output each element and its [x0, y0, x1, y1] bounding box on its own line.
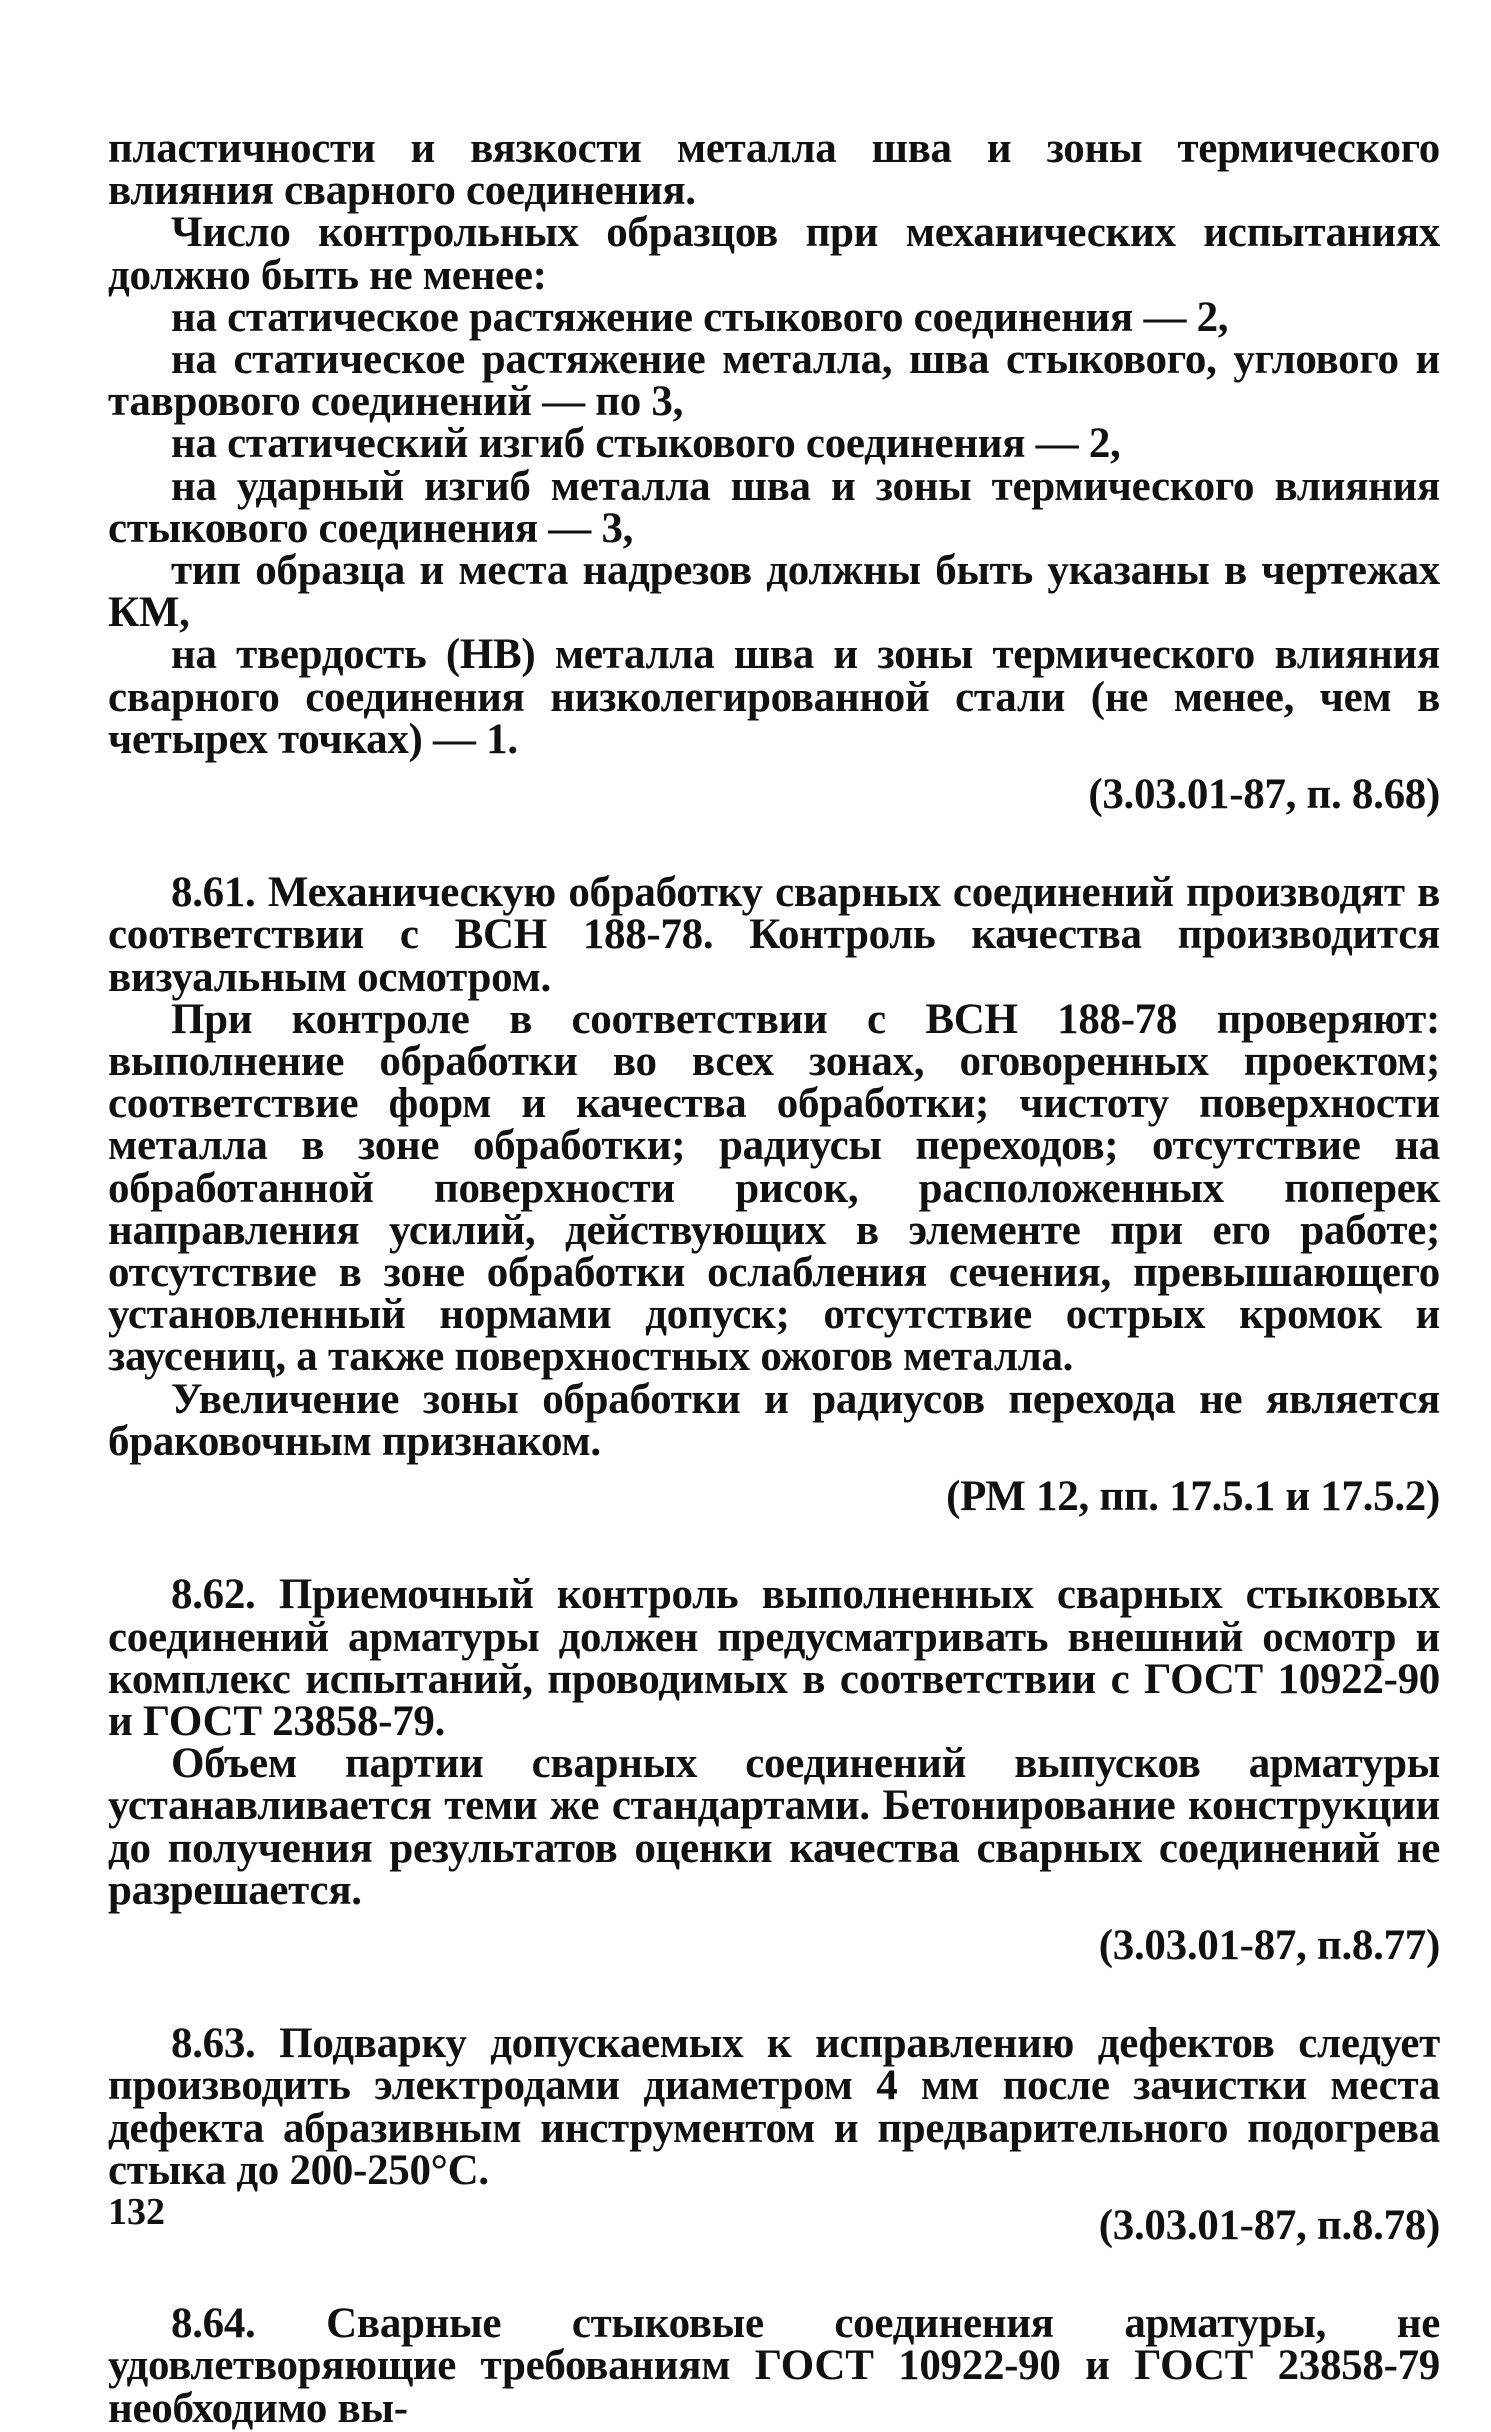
section-gap [108, 1518, 1440, 1574]
section-gap [108, 816, 1440, 872]
paragraph: тип образца и места надрезов должны быть указаны в чертежах КМ, [108, 547, 1440, 637]
reference-citation: (РМ 12, пп. 17.5.1 и 17.5.2) [946, 1473, 1440, 1521]
paragraph: 8.64. Сварные стыковые соединения арматуры, не удовлетворяющие требованиям ГОСТ 10922-90 и ГОСТ 23858-79 необходимо вы- [108, 2300, 1440, 2432]
reference-citation: (3.03.01-87, п.8.78) [1098, 2201, 1440, 2249]
paragraph: Увеличение зоны обработки и радиусов перехода не является браковочным признаком. [108, 1375, 1440, 1465]
section-gap [108, 1967, 1440, 2023]
paragraph: 8.63. Подварку допускаемых к исправлению дефектов следует производить электродами диаметром 4 мм после зачистки места дефекта абразивным инструментом и предварительного подогрева стыка до 200-250°С. [108, 2020, 1440, 2194]
paragraph: пластичности и вязкости металла шва и зоны термического влияния сварного соединения. [108, 125, 1440, 215]
paragraph: 8.61. Механическую обработку сварных соединений производят в соответствии с ВСН 188-78. Контроль качества производится визуальным осмотром. [108, 869, 1440, 1001]
reference-citation: (3.03.01-87, п. 8.68) [1088, 771, 1440, 819]
paragraph: Число контрольных образцов при механических испытаниях должно быть не менее: [108, 209, 1440, 299]
page-number: 132 [108, 2191, 165, 2233]
paragraph: на статическое растяжение металла, шва стыкового, углового и таврового соединений — по 3, [108, 336, 1440, 426]
paragraph: Объем партии сварных соединений выпусков арматуры устанавливается теми же стандартами. Бетонирование конструкции до получения результатов оценки качества сварных соединений не разрешается. [108, 1740, 1440, 1914]
paragraph: на статический изгиб стыкового соединения — 2, [171, 420, 1121, 468]
paragraph: на статическое растяжение стыкового соединения — 2, [171, 293, 1229, 341]
section-gap [108, 2247, 1440, 2303]
paragraph: При контроле в соответствии с ВСН 188-78 проверяют: выполнение обработки во всех зонах, оговоренных проектом; соответствие форм и качества обработки; чистоту поверхности металла в зоне обработки; радиусы переходов; отсутствие на обработанной поверхности рисок, расположенных поперек направления усилий, действующих в элементе при его работе; отсутствие в зоне обработки ослабления сечения, превышающего установленный нормами допуск; отсутствие острых кромок и заусениц, а также поверхностных ожогов металла. [108, 995, 1440, 1381]
paragraph: на твердость (НВ) металла шва и зоны термического влияния сварного соединения низколегированной стали (не менее, чем в четырех точках) — 1. [108, 631, 1440, 763]
paragraph: на ударный изгиб металла шва и зоны термического влияния стыкового соединения — 3, [108, 462, 1440, 552]
document-page [108, 125, 1440, 2432]
reference-citation: (3.03.01-87, п.8.77) [1098, 1921, 1440, 1969]
paragraph: 8.62. Приемочный контроль выполненных сварных стыковых соединений арматуры должен предусматривать внешний осмотр и комплекс испытаний, проводимых в соответствии с ГОСТ 10922-90 и ГОСТ 23858-79. [108, 1571, 1440, 1745]
